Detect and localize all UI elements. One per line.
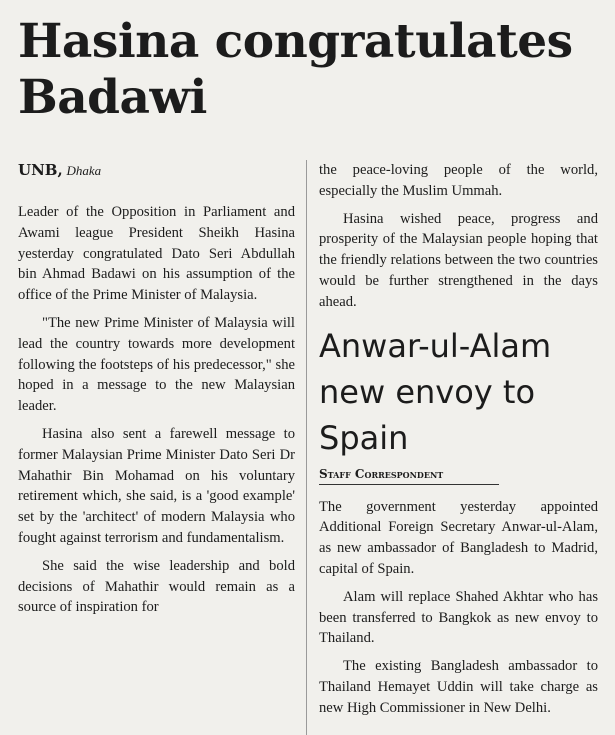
byline (18, 160, 295, 202)
article-paragraph: Hasina also sent a farewell message to former Malaysian Prime Minister Dato Seri Dr Mahathir Bin Mohamad on his voluntary retirement which, she said, is a 'good example' set by the 'architect' of modern Malaysia who fought against terrorism and fundamentalism. (18, 425, 295, 546)
secondary-headline: Anwar-ul-Alam new envoy to Spain (319, 326, 552, 457)
article-paragraph: "The new Prime Minister of Malaysia will lead the country towards more development following the footsteps of his predecessor," she hoped in a message to the new Malaysian leader. (18, 314, 295, 415)
article-paragraph-continued: Hasina wished peace, progress and prosperity of the Malaysian people hoping that the friendly relations between the two countries would be further strengthened in the days ahead. (319, 210, 598, 310)
secondary-article-paragraph: The government yesterday appointed Additional Foreign Secretary Anwar-ul-Alam, as new ambassador of Bangladesh to Madrid, capital of Spain. (319, 498, 598, 577)
byline-agency: UNB, (18, 161, 63, 179)
column-divider (306, 160, 307, 735)
article-paragraph: She said the wise leadership and bold decisions of Mahathir would remain as a source of inspiration for (18, 557, 295, 616)
secondary-article-paragraph: The existing Bangladesh ambassador to Thailand Hemayet Uddin will take charge as new High Commissioner in New Delhi. (319, 658, 598, 716)
byline-place: Dhaka (66, 163, 102, 178)
secondary-article-paragraph: Alam will replace Shahed Akhtar who has been transferred to Bangkok as new envoy to Thailand. (319, 588, 598, 647)
article-column-left (18, 160, 295, 625)
article-column-right (319, 160, 598, 726)
staff-byline: Staff Correspondent (319, 467, 499, 485)
article-headline: Hasina congratulates Badawi (18, 14, 573, 125)
article-paragraph-continued: the peace-loving people of the world, especially the Muslim Ummah. (319, 162, 598, 199)
article-paragraph: Leader of the Opposition in Parliament and Awami league President Sheikh Hasina yesterday congratulated Dato Seri Abdullah bin Ahmad Badawi on his assumption of the office of the Prime Minister of Malaysia. (18, 204, 295, 304)
